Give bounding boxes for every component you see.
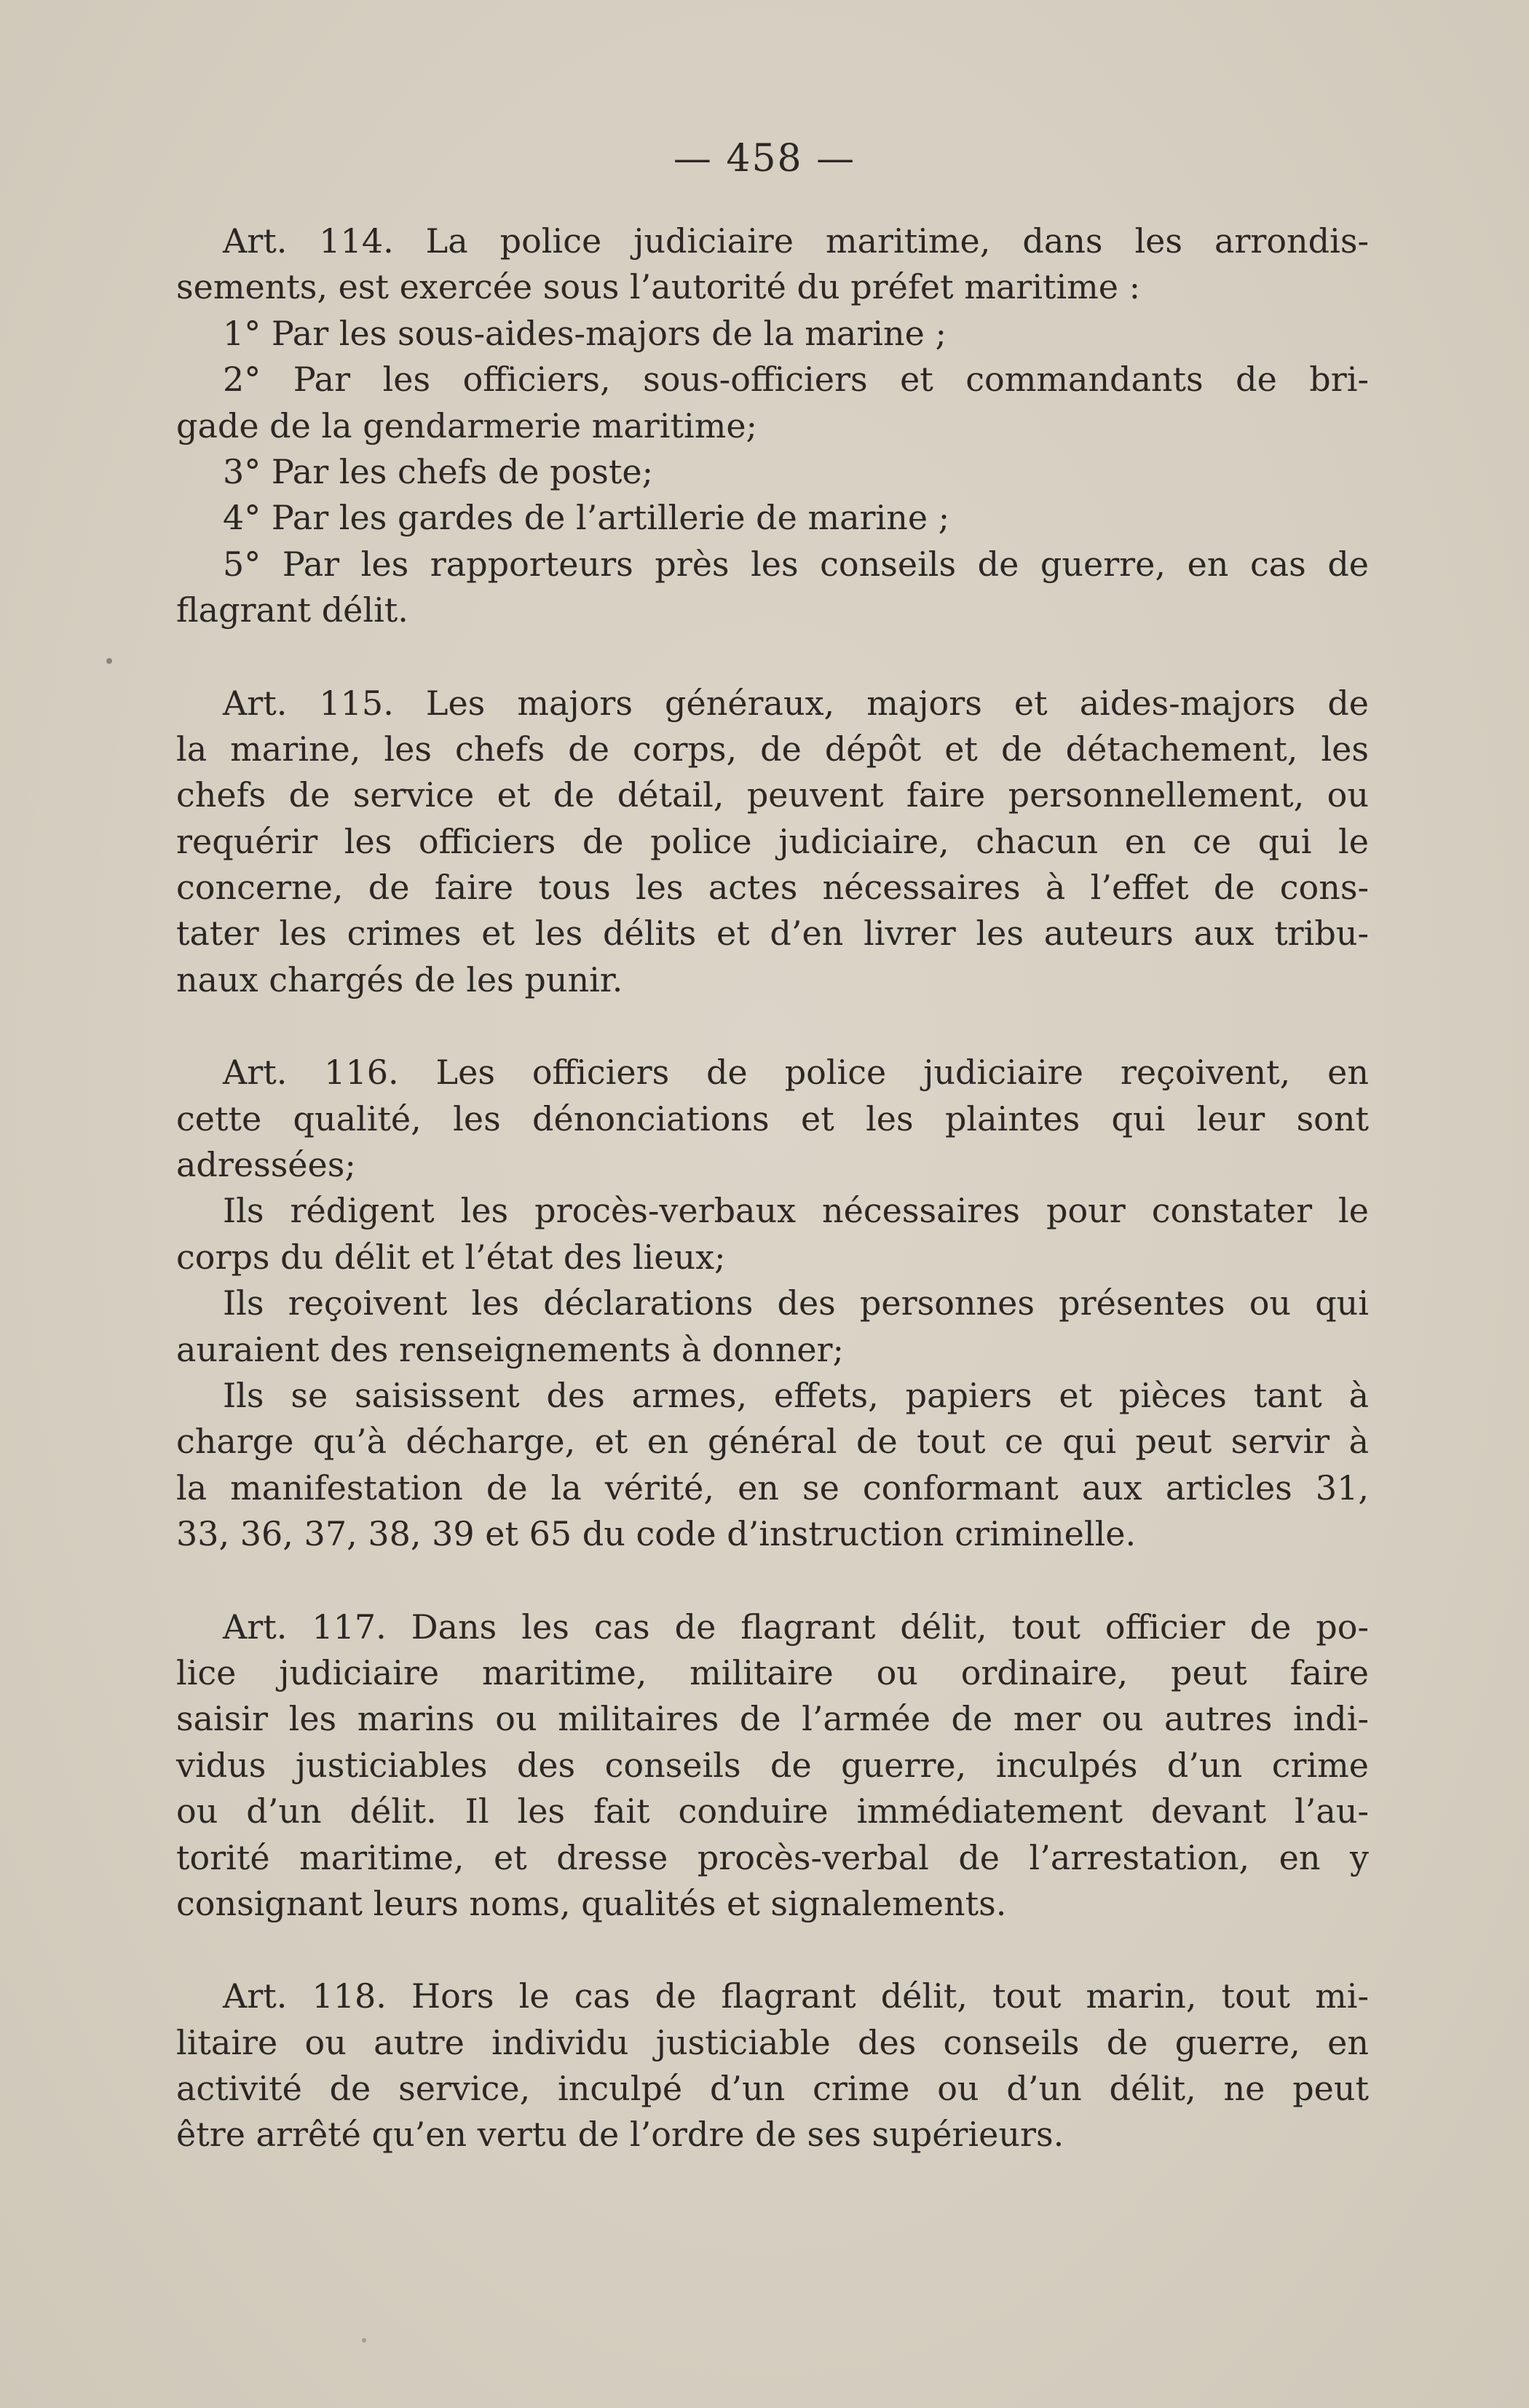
article-118 <box>176 1973 1369 2158</box>
text-line: Ils reçoivent les déclarations des personnes présentes ou qui <box>223 1283 1369 1323</box>
text-line: Ils se saisissent des armes, effets, papiers et pièces tant à <box>223 1375 1369 1415</box>
text-line: vidus justiciables des conseils de guerre, inculpés d’un crime <box>176 1745 1369 1785</box>
text-line: 3° Par les chefs de poste; <box>223 451 654 491</box>
text-line: 4° Par les gardes de l’artillerie de marine ; <box>223 498 950 538</box>
text-line: tater les crimes et les délits et d’en livrer les auteurs aux tribu- <box>176 914 1369 954</box>
article-116 <box>176 1050 1369 1557</box>
text-line: lice judiciaire maritime, militaire ou ordinaire, peut faire <box>176 1652 1369 1692</box>
text-line: ou d’un délit. Il les fait conduire immédiatement devant l’au- <box>176 1791 1369 1831</box>
text-line: 1° Par les sous-aides-majors de la marine ; <box>223 313 947 353</box>
article-114 <box>176 218 1369 634</box>
text-line: Art. 118. Hors le cas de flagrant délit, tout marin, tout mi- <box>223 1976 1369 2016</box>
text-line: concerne, de faire tous les actes nécessaires à l’effet de cons- <box>176 868 1369 908</box>
text-line: 33, 36, 37, 38, 39 et 65 du code d’instruction criminelle. <box>176 1514 1137 1554</box>
text-line: saisir les marins ou militaires de l’armée de mer ou autres indi- <box>176 1699 1369 1739</box>
text-body <box>176 218 1369 2205</box>
article-115 <box>176 681 1369 1004</box>
text-line: être arrêté qu’en vertu de l’ordre de ses supérieurs. <box>176 2115 1064 2155</box>
paper-speck <box>106 658 112 664</box>
text-line: la manifestation de la vérité, en se conformant aux articles 31, <box>176 1468 1369 1508</box>
text-line: gade de la gendarmerie maritime; <box>176 405 758 445</box>
text-line: naux chargés de les punir. <box>176 959 623 999</box>
text-line: la marine, les chefs de corps, de dépôt et de détachement, les <box>176 729 1369 769</box>
text-line: consignant leurs noms, qualités et signalements. <box>176 1883 1007 1923</box>
text-line: flagrant délit. <box>176 590 408 630</box>
text-line: Art. 114. La police judiciaire maritime, dans les arrondis- <box>223 221 1369 261</box>
text-line: cette qualité, les dénonciations et les plaintes qui leur sont <box>176 1098 1369 1138</box>
text-line: adressées; <box>176 1145 356 1185</box>
text-line: Ils rédigent les procès-verbaux nécessaires pour constater le <box>223 1191 1369 1231</box>
text-line: Art. 116. Les officiers de police judiciaire reçoivent, en <box>223 1053 1369 1093</box>
text-line: Art. 117. Dans les cas de flagrant délit, tout officier de po- <box>223 1607 1369 1647</box>
text-line: charge qu’à décharge, et en général de tout ce qui peut servir à <box>176 1422 1369 1462</box>
text-line: torité maritime, et dresse procès-verbal de l’arrestation, en y <box>176 1837 1369 1877</box>
text-line: corps du délit et l’état des lieux; <box>176 1237 726 1277</box>
text-line: 2° Par les officiers, sous-officiers et commandants de bri- <box>223 360 1369 400</box>
article-117 <box>176 1604 1369 1928</box>
paper-speck <box>362 2338 366 2342</box>
page-number: — 458 — <box>673 137 856 181</box>
text-line: sements, est exercée sous l’autorité du préfet maritime : <box>176 267 1141 307</box>
text-line: chefs de service et de détail, peuvent faire personnellement, ou <box>176 775 1369 815</box>
text-line: requérir les officiers de police judiciaire, chacun en ce qui le <box>176 821 1369 861</box>
text-line: auraient des renseignements à donner; <box>176 1329 845 1369</box>
text-line: activité de service, inculpé d’un crime ou d’un délit, ne peut <box>176 2069 1369 2109</box>
text-line: 5° Par les rapporteurs près les conseils de guerre, en cas de <box>223 544 1369 584</box>
text-line: Art. 115. Les majors généraux, majors et aides-majors de <box>223 683 1369 723</box>
text-line: litaire ou autre individu justiciable des conseils de guerre, en <box>176 2022 1369 2062</box>
